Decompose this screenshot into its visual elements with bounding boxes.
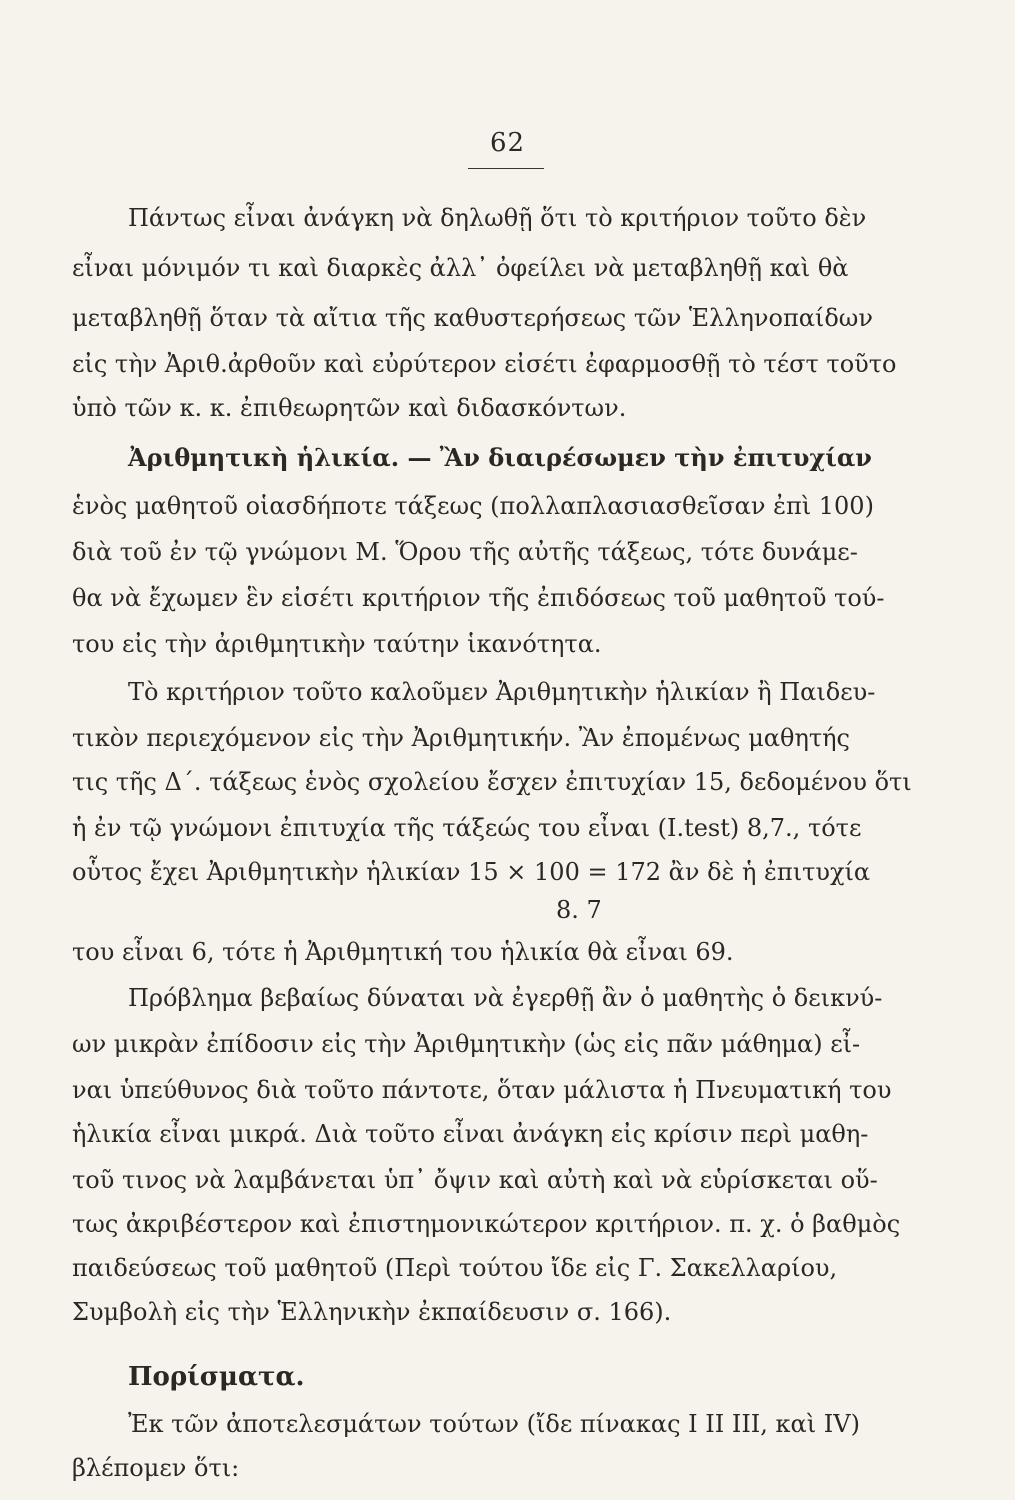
text-line: εἶναι μόνιμόν τι καὶ διαρκὲς ἀλλ᾽ ὀφείλει νὰ μεταβληθῇ καὶ θὰ xyxy=(72,254,849,282)
text-line: τοῦ τινος νὰ λαμβάνεται ὑπ᾽ ὄψιν καὶ αὐτὴ καὶ νὰ εὑρίσκεται οὕ- xyxy=(72,1166,878,1194)
text-line: ὑπὸ τῶν κ. κ. ἐπιθεωρητῶν καὶ διδασκόντων. xyxy=(72,394,627,422)
text-line: ἑνὸς μαθητοῦ οἱασδήποτε τάξεως (πολλαπλασιασθεῖσαν ἐπὶ 100) xyxy=(72,492,874,520)
text-line: οὗτος ἔχει Ἀριθμητικὴν ἡλικίαν 15 × 100 = 172 ἂν δὲ ἡ ἐπιτυχία xyxy=(72,858,871,886)
text-line: ἡλικία εἶναι μικρά. Διὰ τοῦτο εἶναι ἀνάγκη εἰς κρίσιν περὶ μαθη- xyxy=(72,1120,869,1148)
text-line: μεταβληθῇ ὅταν τὰ αἴτια τῆς καθυστερήσεως τῶν Ἑλληνοπαίδων xyxy=(72,304,873,332)
text-line: τις τῆς Δ΄. τάξεως ἑνὸς σχολείου ἔσχεν ἐπιτυχίαν 15, δεδομένου ὅτι xyxy=(72,768,912,796)
text-line: εἰς τὴν Ἀριθ.ἀρθοῦν καὶ εὐρύτερον εἰσέτι ἐφαρμοσθῇ τὸ τέστ τοῦτο xyxy=(72,350,897,378)
text-line: τικὸν περιεχόμενον εἰς τὴν Ἀριθμητικήν. Ἂν ἐπομένως μαθητής xyxy=(72,724,850,752)
page-number: 62 xyxy=(489,128,526,158)
text-line: Ἐκ τῶν ἀποτελεσμάτων τούτων (ἴδε πίνακας I II III, καὶ IV) xyxy=(128,1410,860,1438)
text-line: ἡ ἐν τῷ γνώμονι ἐπιτυχία τῆς τάξεώς του εἶναι (I.test) 8,7., τότε xyxy=(72,814,862,842)
text-line: Συμβολὴ εἰς τὴν Ἑλληνικὴν ἐκπαίδευσιν σ. 166). xyxy=(72,1298,672,1326)
text-line: του εἶναι 6, τότε ἡ Ἀριθμητική του ἡλικία θὰ εἶναι 69. xyxy=(72,938,734,966)
text-line: θα νὰ ἔχωμεν ἓν εἰσέτι κριτήριον τῆς ἐπιδόσεως τοῦ μαθητοῦ τού- xyxy=(72,584,885,612)
text-line: Πάντως εἶναι ἀνάγκη νὰ δηλωθῇ ὅτι τὸ κριτήριον τοῦτο δὲν xyxy=(128,204,867,232)
text-line: Τὸ κριτήριον τοῦτο καλοῦμεν Ἀριθμητικὴν ἡλικίαν ἢ Παιδευ- xyxy=(128,678,876,706)
text-line: Πρόβλημα βεβαίως δύναται νὰ ἐγερθῇ ἂν ὁ μαθητὴς ὁ δεικνύ- xyxy=(128,984,883,1012)
text-line: τως ἀκριβέστερον καὶ ἐπιστημονικώτερον κριτήριον. π. χ. ὁ βαθμὸς xyxy=(72,1210,901,1238)
text-line: παιδεύσεως τοῦ μαθητοῦ (Περὶ τούτου ἴδε εἰς Γ. Σακελλαρίου, xyxy=(72,1254,838,1282)
text-line: του εἰς τὴν ἀριθμητικὴν ταύτην ἱκανότητα. xyxy=(72,630,602,658)
section-heading: Πορίσματα. xyxy=(128,1362,305,1392)
text-line: ων μικρὰν ἐπίδοσιν εἰς τὴν Ἀριθμητικὴν (ὡς εἰς πᾶν μάθημα) εἶ- xyxy=(72,1030,861,1058)
formula-denominator: 8. 7 xyxy=(556,896,602,924)
text-line: Ἀριθμητικὴ ἡλικία. — Ἂν διαιρέσωμεν τὴν ἐπιτυχίαν xyxy=(128,443,872,472)
text-line: διὰ τοῦ ἐν τῷ γνώμονι Μ. Ὅρου τῆς αὐτῆς τάξεως, τότε δυνάμε- xyxy=(72,538,858,566)
text-line: βλέπομεν ὅτι: xyxy=(72,1454,240,1482)
page-number-rule xyxy=(468,168,544,169)
text-line: ναι ὑπεύθυνος διὰ τοῦτο πάντοτε, ὅταν μάλιστα ἡ Πνευματική του xyxy=(72,1076,892,1104)
